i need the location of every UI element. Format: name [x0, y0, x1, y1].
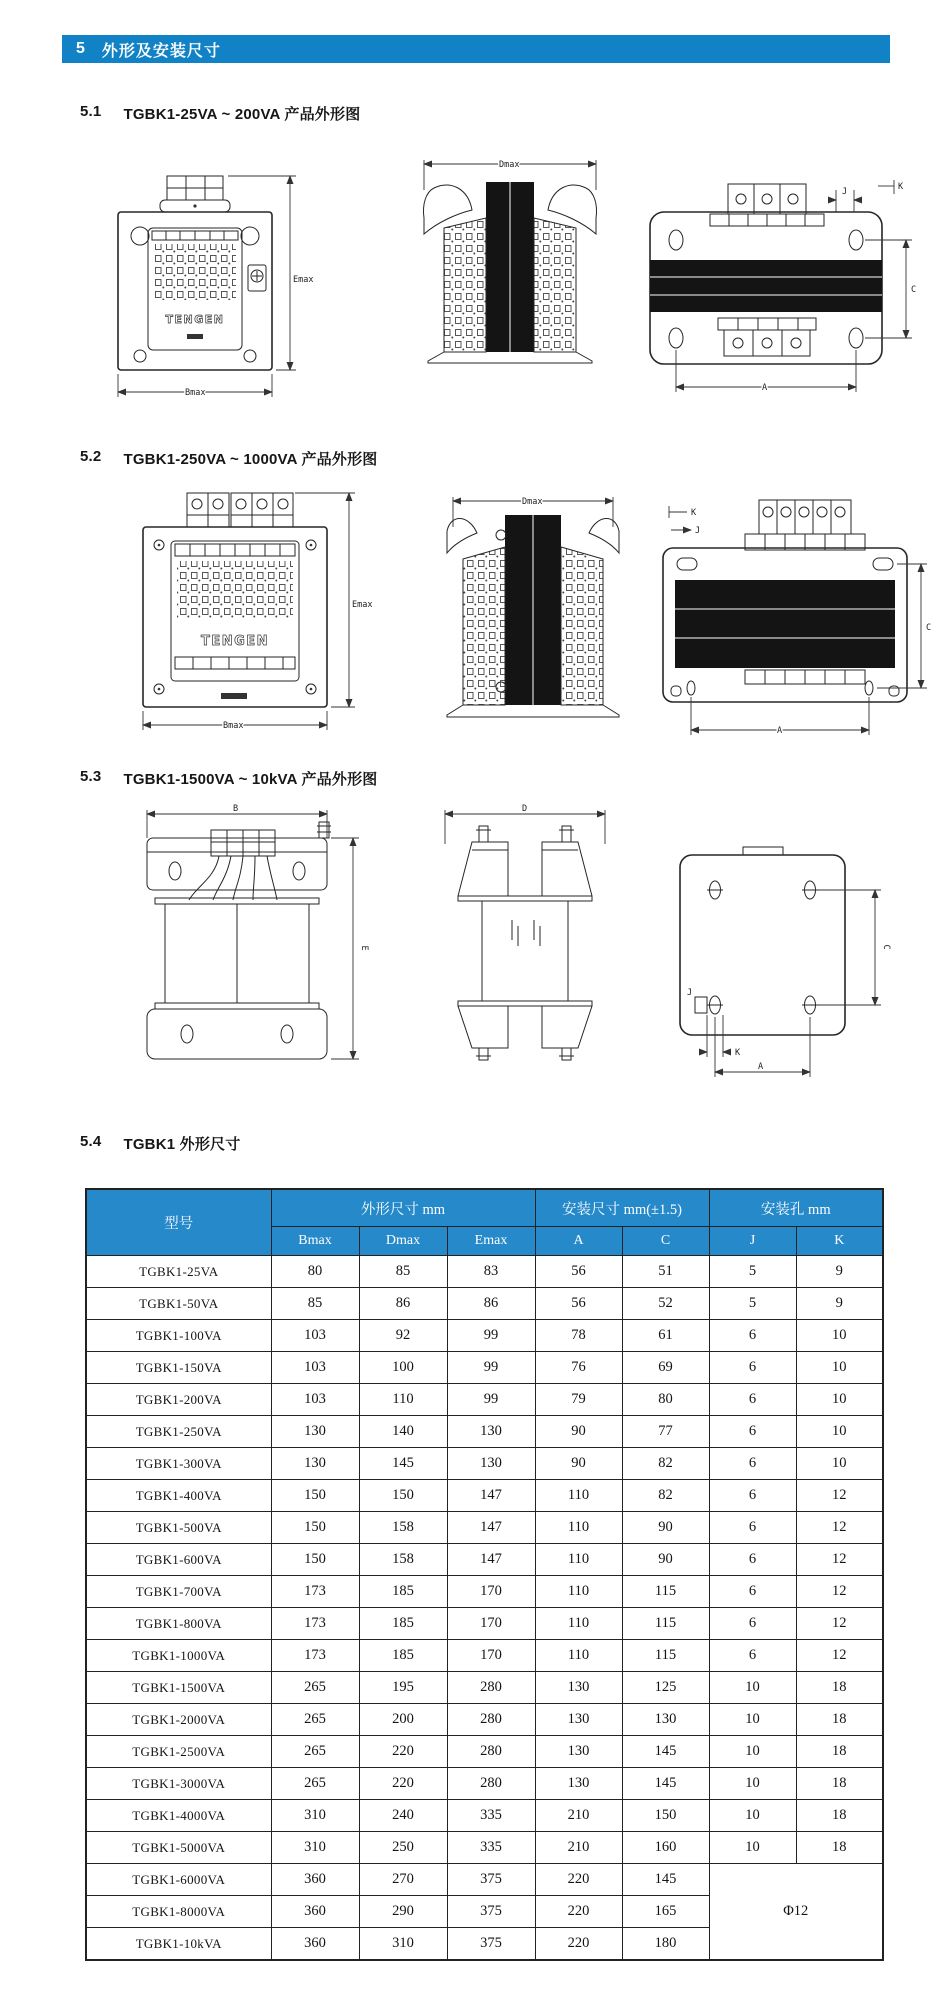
- grounding-screw: [248, 265, 266, 291]
- dim-label-d: D: [522, 804, 528, 814]
- model-cell: TGBK1-600VA: [86, 1544, 271, 1576]
- section-number: 5.3: [80, 768, 102, 785]
- value-cell: 85: [271, 1288, 359, 1320]
- table-row: [86, 1320, 883, 1352]
- value-cell: 6: [709, 1416, 796, 1448]
- drawing-5-2-front-view: [135, 487, 378, 742]
- section-5-1-title: [80, 103, 360, 124]
- value-cell: 18: [796, 1768, 883, 1800]
- value-cell: 170: [447, 1608, 535, 1640]
- model-cell: TGBK1-1500VA: [86, 1672, 271, 1704]
- dim-label-a: A: [777, 726, 783, 736]
- base-plate: [680, 847, 845, 1035]
- value-cell: 18: [796, 1736, 883, 1768]
- value-cell: 145: [622, 1864, 709, 1896]
- value-cell: 99: [447, 1320, 535, 1352]
- value-cell: 100: [359, 1352, 447, 1384]
- value-cell: 80: [622, 1384, 709, 1416]
- value-cell: 12: [796, 1480, 883, 1512]
- value-cell: 6: [709, 1448, 796, 1480]
- dim-label-dmax: Dmax: [499, 160, 520, 170]
- value-cell: 310: [271, 1800, 359, 1832]
- section-text: TGBK1 外形尺寸: [123, 1136, 241, 1153]
- brand-logo: TENGEN: [200, 634, 270, 649]
- value-cell: 270: [359, 1864, 447, 1896]
- transformer-core: [496, 515, 561, 705]
- section-text: TGBK1-25VA ~ 200VA 产品外形图: [123, 106, 361, 123]
- value-cell: 265: [271, 1768, 359, 1800]
- value-cell: 290: [359, 1896, 447, 1928]
- value-cell: 56: [535, 1288, 622, 1320]
- header-col-j: J: [709, 1227, 796, 1256]
- value-cell: 90: [622, 1544, 709, 1576]
- value-cell: 10: [796, 1416, 883, 1448]
- small-brand-mark: [187, 334, 203, 339]
- value-cell: 150: [271, 1512, 359, 1544]
- table-row: [86, 1832, 883, 1864]
- value-cell: 147: [447, 1544, 535, 1576]
- dimension-k: [699, 1015, 741, 1058]
- value-cell: 150: [359, 1480, 447, 1512]
- value-cell: 180: [622, 1928, 709, 1961]
- model-cell: TGBK1-2000VA: [86, 1704, 271, 1736]
- dim-label-c: C: [911, 285, 917, 295]
- value-cell: 6: [709, 1352, 796, 1384]
- dimension-j: [671, 526, 700, 536]
- value-cell: 170: [447, 1640, 535, 1672]
- value-cell: 85: [359, 1256, 447, 1288]
- value-cell: 110: [535, 1544, 622, 1576]
- value-cell: 10: [709, 1832, 796, 1864]
- model-cell: TGBK1-10kVA: [86, 1928, 271, 1961]
- bottom-terminal-block: [718, 318, 816, 356]
- value-cell: 360: [271, 1896, 359, 1928]
- dimension-emax: [228, 176, 313, 370]
- value-cell: 265: [271, 1672, 359, 1704]
- terminal-block: [160, 176, 230, 212]
- value-cell: 130: [622, 1704, 709, 1736]
- value-cell: 10: [796, 1448, 883, 1480]
- value-cell: 185: [359, 1640, 447, 1672]
- value-cell: 220: [535, 1896, 622, 1928]
- value-cell: 9: [796, 1288, 883, 1320]
- value-cell: 99: [447, 1384, 535, 1416]
- header-col-emax: Emax: [447, 1227, 535, 1256]
- value-cell: 6: [709, 1320, 796, 1352]
- value-cell: 52: [622, 1288, 709, 1320]
- top-bolt: [317, 822, 331, 838]
- lead-wires: [189, 856, 277, 900]
- value-cell: 145: [359, 1448, 447, 1480]
- value-cell: 200: [359, 1704, 447, 1736]
- value-cell: 18: [796, 1704, 883, 1736]
- value-cell: 130: [535, 1704, 622, 1736]
- value-cell: 18: [796, 1672, 883, 1704]
- dimension-k: [669, 506, 697, 518]
- terminal-blocks: [187, 493, 293, 527]
- value-cell: 12: [796, 1544, 883, 1576]
- drawing-5-1-side-view: [410, 148, 610, 393]
- dim-label-j: J: [687, 988, 693, 998]
- dim-label-dmax: Dmax: [522, 497, 543, 507]
- value-cell: 6: [709, 1576, 796, 1608]
- dimension-table: [85, 1188, 884, 1961]
- model-cell: TGBK1-2500VA: [86, 1736, 271, 1768]
- value-cell: 220: [535, 1864, 622, 1896]
- dimension-j: [828, 187, 862, 212]
- value-cell: 145: [622, 1768, 709, 1800]
- value-cell: 185: [359, 1608, 447, 1640]
- value-cell: 110: [535, 1576, 622, 1608]
- value-cell: 9: [796, 1256, 883, 1288]
- dimension-j: [687, 988, 707, 1013]
- brand-logo: TENGEN: [165, 313, 225, 326]
- model-cell: TGBK1-150VA: [86, 1352, 271, 1384]
- value-cell: 115: [622, 1576, 709, 1608]
- section-5-4-title: [80, 1133, 240, 1154]
- value-cell: 110: [535, 1608, 622, 1640]
- value-cell: 82: [622, 1480, 709, 1512]
- header-col-dmax: Dmax: [359, 1227, 447, 1256]
- value-cell: 115: [622, 1608, 709, 1640]
- top-terminal-block: [745, 500, 865, 550]
- table-row: [86, 1544, 883, 1576]
- value-cell: 150: [622, 1800, 709, 1832]
- value-cell: 6: [709, 1544, 796, 1576]
- model-cell: TGBK1-4000VA: [86, 1800, 271, 1832]
- table-row: [86, 1288, 883, 1320]
- section-5-3-title: [80, 768, 377, 789]
- header-group-outline: 外形尺寸 mm: [271, 1189, 535, 1227]
- model-cell: TGBK1-6000VA: [86, 1864, 271, 1896]
- value-cell: 130: [447, 1416, 535, 1448]
- dim-label-a: A: [762, 383, 768, 393]
- value-cell: 10: [796, 1352, 883, 1384]
- dim-label-k: K: [735, 1048, 741, 1058]
- value-cell: 6: [709, 1480, 796, 1512]
- value-cell: 12: [796, 1512, 883, 1544]
- dim-label-a: A: [758, 1062, 764, 1072]
- dimension-bmax: [143, 711, 327, 731]
- dim-label-bmax: Bmax: [185, 388, 206, 398]
- value-cell: 158: [359, 1512, 447, 1544]
- table-row: [86, 1768, 883, 1800]
- value-cell: 10: [796, 1320, 883, 1352]
- value-cell: 10: [709, 1704, 796, 1736]
- model-cell: TGBK1-800VA: [86, 1608, 271, 1640]
- table-row: [86, 1672, 883, 1704]
- mounting-hole-merged-cell: Φ12: [709, 1864, 883, 1961]
- coil-body: [458, 896, 592, 1006]
- value-cell: 5: [709, 1256, 796, 1288]
- header-col-bmax: Bmax: [271, 1227, 359, 1256]
- value-cell: 99: [447, 1352, 535, 1384]
- value-cell: 110: [535, 1640, 622, 1672]
- value-cell: 79: [535, 1384, 622, 1416]
- table-row: [86, 1864, 883, 1896]
- value-cell: 150: [271, 1544, 359, 1576]
- model-cell: TGBK1-1000VA: [86, 1640, 271, 1672]
- value-cell: 12: [796, 1608, 883, 1640]
- section-number: 5.1: [80, 103, 102, 120]
- figure-5-3: [105, 800, 945, 1085]
- header-col-a: A: [535, 1227, 622, 1256]
- table-row: [86, 1352, 883, 1384]
- bottom-bracket: [147, 1009, 327, 1059]
- value-cell: 10: [709, 1672, 796, 1704]
- table-row: [86, 1608, 883, 1640]
- model-cell: TGBK1-25VA: [86, 1256, 271, 1288]
- value-cell: 375: [447, 1896, 535, 1928]
- value-cell: 130: [535, 1736, 622, 1768]
- value-cell: 147: [447, 1480, 535, 1512]
- dim-label-bmax: Bmax: [223, 721, 244, 731]
- value-cell: 335: [447, 1800, 535, 1832]
- value-cell: 130: [535, 1672, 622, 1704]
- value-cell: 280: [447, 1736, 535, 1768]
- value-cell: 375: [447, 1864, 535, 1896]
- core-laminations: [675, 580, 895, 668]
- value-cell: 240: [359, 1800, 447, 1832]
- dimension-b: [147, 804, 327, 838]
- dimension-a: [691, 697, 869, 736]
- perforated-cover: [148, 228, 242, 350]
- value-cell: 280: [447, 1768, 535, 1800]
- dim-label-emax: Emax: [293, 275, 314, 285]
- value-cell: 6: [709, 1384, 796, 1416]
- value-cell: 6: [709, 1640, 796, 1672]
- value-cell: 145: [622, 1736, 709, 1768]
- value-cell: 115: [622, 1640, 709, 1672]
- value-cell: 173: [271, 1640, 359, 1672]
- figure-5-1: [105, 148, 945, 415]
- header-model: 型号: [86, 1189, 271, 1256]
- value-cell: 5: [709, 1288, 796, 1320]
- drawing-5-3-front-view: [125, 800, 375, 1070]
- value-cell: 360: [271, 1864, 359, 1896]
- value-cell: 90: [535, 1448, 622, 1480]
- value-cell: 90: [622, 1512, 709, 1544]
- value-cell: 310: [359, 1928, 447, 1961]
- bottom-brackets: [458, 1006, 592, 1060]
- table-row: [86, 1576, 883, 1608]
- value-cell: 185: [359, 1576, 447, 1608]
- value-cell: 103: [271, 1384, 359, 1416]
- value-cell: 12: [796, 1576, 883, 1608]
- dim-label-e: E: [359, 945, 369, 951]
- dimension-bmax: [118, 374, 272, 398]
- table-row: [86, 1416, 883, 1448]
- value-cell: 83: [447, 1256, 535, 1288]
- top-bolts: [476, 826, 574, 842]
- drawing-5-3-side-view: [420, 800, 630, 1070]
- section-number: 5.4: [80, 1133, 102, 1150]
- dimension-e: [331, 838, 369, 1059]
- dim-label-b: B: [233, 804, 239, 814]
- dimension-c: [818, 890, 891, 1005]
- value-cell: 130: [271, 1416, 359, 1448]
- value-cell: 51: [622, 1256, 709, 1288]
- model-cell: TGBK1-3000VA: [86, 1768, 271, 1800]
- value-cell: 165: [622, 1896, 709, 1928]
- dim-label-c: C: [926, 623, 932, 633]
- value-cell: 173: [271, 1576, 359, 1608]
- value-cell: 220: [535, 1928, 622, 1961]
- dim-label-j: J: [842, 187, 848, 197]
- drawing-5-2-side-view: [433, 487, 632, 742]
- value-cell: 110: [535, 1480, 622, 1512]
- table-row: [86, 1384, 883, 1416]
- value-cell: 6: [709, 1608, 796, 1640]
- model-cell: TGBK1-5000VA: [86, 1832, 271, 1864]
- value-cell: 78: [535, 1320, 622, 1352]
- model-cell: TGBK1-400VA: [86, 1480, 271, 1512]
- table-row: [86, 1640, 883, 1672]
- table-row: [86, 1480, 883, 1512]
- value-cell: 158: [359, 1544, 447, 1576]
- section-text: TGBK1-250VA ~ 1000VA 产品外形图: [123, 451, 378, 468]
- header-col-c: C: [622, 1227, 709, 1256]
- value-cell: 280: [447, 1672, 535, 1704]
- model-cell: TGBK1-200VA: [86, 1384, 271, 1416]
- value-cell: 69: [622, 1352, 709, 1384]
- dimension-a: [715, 1017, 810, 1077]
- section-number: 5.2: [80, 448, 102, 465]
- figure-5-2: [105, 487, 945, 747]
- value-cell: 18: [796, 1832, 883, 1864]
- value-cell: 335: [447, 1832, 535, 1864]
- drawing-5-1-front-view: [110, 170, 325, 415]
- value-cell: 220: [359, 1736, 447, 1768]
- value-cell: 310: [271, 1832, 359, 1864]
- section-text: TGBK1-1500VA ~ 10kVA 产品外形图: [123, 771, 378, 788]
- value-cell: 130: [535, 1768, 622, 1800]
- dim-label-emax: Emax: [352, 600, 373, 610]
- header-group-mounting: 安装尺寸 mm(±1.5): [535, 1189, 709, 1227]
- value-cell: 265: [271, 1736, 359, 1768]
- value-cell: 150: [271, 1480, 359, 1512]
- header-group-holes: 安装孔 mm: [709, 1189, 883, 1227]
- model-cell: TGBK1-50VA: [86, 1288, 271, 1320]
- value-cell: 140: [359, 1416, 447, 1448]
- value-cell: 280: [447, 1704, 535, 1736]
- value-cell: 130: [271, 1448, 359, 1480]
- table-row: [86, 1512, 883, 1544]
- value-cell: 110: [359, 1384, 447, 1416]
- value-cell: 173: [271, 1608, 359, 1640]
- value-cell: 103: [271, 1352, 359, 1384]
- value-cell: 61: [622, 1320, 709, 1352]
- value-cell: 125: [622, 1672, 709, 1704]
- table-row: [86, 1256, 883, 1288]
- value-cell: 56: [535, 1256, 622, 1288]
- value-cell: 103: [271, 1320, 359, 1352]
- dimension-emax: [295, 493, 372, 707]
- top-bracket: [147, 838, 327, 890]
- value-cell: 160: [622, 1832, 709, 1864]
- section-banner: [62, 35, 890, 63]
- dimension-k: [878, 180, 904, 194]
- dimension-d: [445, 804, 605, 844]
- value-cell: 82: [622, 1448, 709, 1480]
- perforated-cover: [171, 541, 299, 681]
- model-cell: TGBK1-8000VA: [86, 1896, 271, 1928]
- value-cell: 86: [359, 1288, 447, 1320]
- value-cell: 360: [271, 1928, 359, 1961]
- value-cell: 80: [271, 1256, 359, 1288]
- small-brand-mark: [221, 693, 247, 699]
- coil-body: [155, 898, 319, 1009]
- value-cell: 18: [796, 1800, 883, 1832]
- model-cell: TGBK1-300VA: [86, 1448, 271, 1480]
- value-cell: 10: [709, 1768, 796, 1800]
- size-table-body: [86, 1256, 883, 1961]
- value-cell: 86: [447, 1288, 535, 1320]
- dim-label-k: K: [898, 182, 904, 192]
- dim-label-j: J: [695, 526, 701, 536]
- drawing-5-1-rear-view: [640, 160, 935, 410]
- value-cell: 6: [709, 1512, 796, 1544]
- value-cell: 210: [535, 1800, 622, 1832]
- value-cell: 92: [359, 1320, 447, 1352]
- value-cell: 375: [447, 1928, 535, 1961]
- dim-label-c: C: [881, 944, 891, 950]
- value-cell: 76: [535, 1352, 622, 1384]
- drawing-5-3-base-view: [655, 845, 900, 1085]
- table-row: [86, 1800, 883, 1832]
- dim-label-k: K: [691, 508, 697, 518]
- banner-number: 5: [76, 40, 86, 57]
- value-cell: 10: [709, 1800, 796, 1832]
- value-cell: 90: [535, 1416, 622, 1448]
- table-header: [86, 1189, 883, 1256]
- model-cell: TGBK1-100VA: [86, 1320, 271, 1352]
- table-row: [86, 1704, 883, 1736]
- bottom-detail: [671, 670, 899, 696]
- value-cell: 77: [622, 1416, 709, 1448]
- value-cell: 265: [271, 1704, 359, 1736]
- header-col-k: K: [796, 1227, 883, 1256]
- section-5-2-title: [80, 448, 377, 469]
- value-cell: 10: [796, 1384, 883, 1416]
- value-cell: 147: [447, 1512, 535, 1544]
- drawing-5-2-rear-view: [647, 492, 945, 747]
- value-cell: 10: [709, 1736, 796, 1768]
- model-cell: TGBK1-700VA: [86, 1576, 271, 1608]
- value-cell: 170: [447, 1576, 535, 1608]
- table-row: [86, 1448, 883, 1480]
- value-cell: 210: [535, 1832, 622, 1864]
- value-cell: 195: [359, 1672, 447, 1704]
- top-brackets: [458, 842, 592, 896]
- model-cell: TGBK1-500VA: [86, 1512, 271, 1544]
- table-row: [86, 1736, 883, 1768]
- value-cell: 110: [535, 1512, 622, 1544]
- value-cell: 12: [796, 1640, 883, 1672]
- value-cell: 220: [359, 1768, 447, 1800]
- core-laminations: [650, 260, 882, 312]
- transformer-core: [486, 182, 534, 352]
- value-cell: 130: [447, 1448, 535, 1480]
- value-cell: 250: [359, 1832, 447, 1864]
- top-terminal-block: [710, 184, 824, 226]
- model-cell: TGBK1-250VA: [86, 1416, 271, 1448]
- banner-title: 外形及安装尺寸: [101, 42, 221, 60]
